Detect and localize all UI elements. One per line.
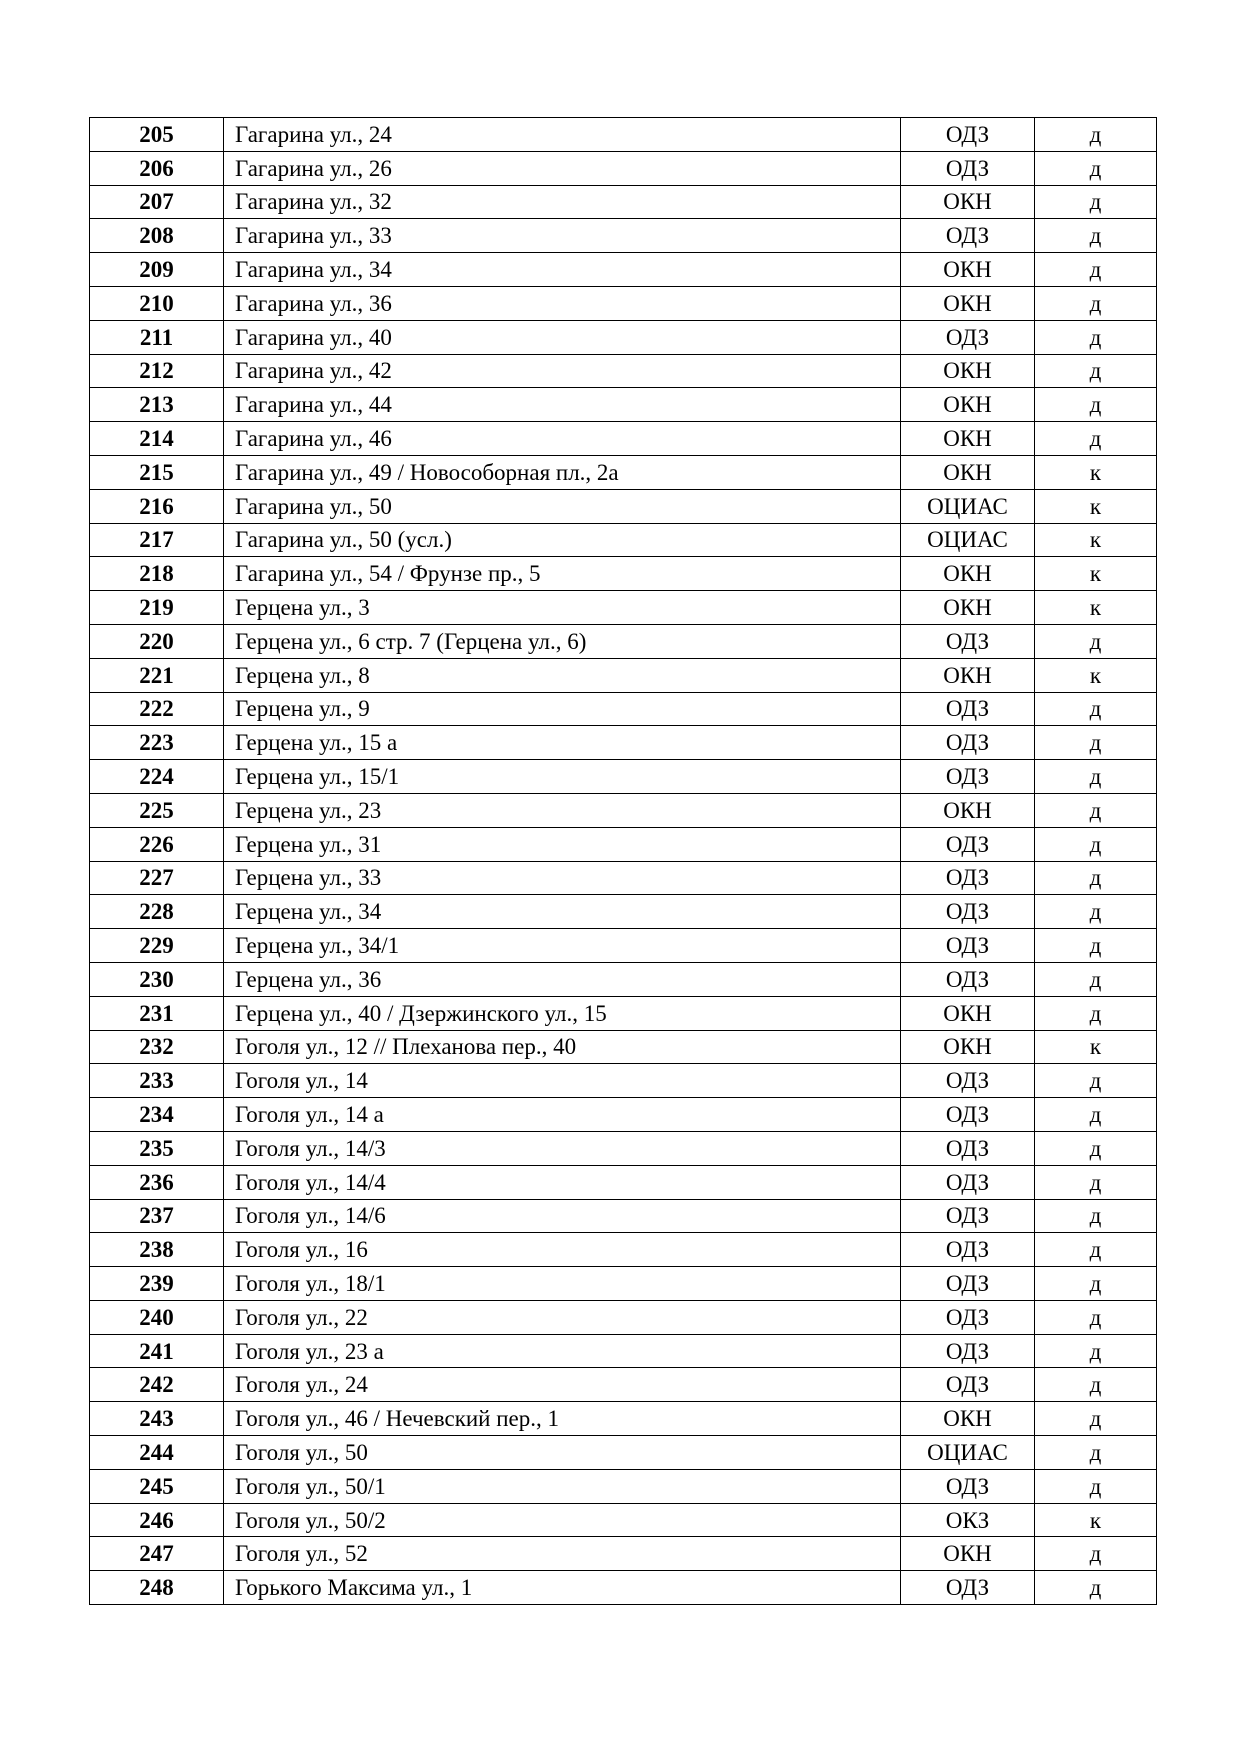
object-type-cell: ОЦИАС (901, 523, 1035, 557)
category-cell: д (1035, 726, 1157, 760)
address-cell: Герцена ул., 31 (224, 827, 901, 861)
object-type-cell: ОДЗ (901, 320, 1035, 354)
object-type-cell: ОКН (901, 422, 1035, 456)
row-number-cell: 229 (90, 929, 224, 963)
row-number-cell: 226 (90, 827, 224, 861)
object-type-cell: ОКН (901, 286, 1035, 320)
object-type-cell: ОДЗ (901, 895, 1035, 929)
table-row (90, 489, 1157, 523)
object-type-cell: ОДЗ (901, 929, 1035, 963)
row-number-cell: 238 (90, 1233, 224, 1267)
address-cell: Гоголя ул., 50 (224, 1436, 901, 1470)
address-cell: Гагарина ул., 26 (224, 151, 901, 185)
address-cell: Гоголя ул., 14 (224, 1064, 901, 1098)
address-cell: Герцена ул., 23 (224, 793, 901, 827)
category-cell: д (1035, 219, 1157, 253)
object-type-cell: ОКН (901, 591, 1035, 625)
object-type-cell: ОДЗ (901, 219, 1035, 253)
row-number-cell: 212 (90, 354, 224, 388)
row-number-cell: 236 (90, 1165, 224, 1199)
row-number-cell: 214 (90, 422, 224, 456)
address-cell: Гагарина ул., 33 (224, 219, 901, 253)
row-number-cell: 217 (90, 523, 224, 557)
object-type-cell: ОКН (901, 388, 1035, 422)
row-number-cell: 224 (90, 760, 224, 794)
object-type-cell: ОДЗ (901, 1334, 1035, 1368)
object-type-cell: ОДЗ (901, 1469, 1035, 1503)
address-cell: Гагарина ул., 24 (224, 118, 901, 152)
row-number-cell: 223 (90, 726, 224, 760)
table-row (90, 1537, 1157, 1571)
address-cell: Гоголя ул., 12 // Плеханова пер., 40 (224, 1030, 901, 1064)
category-cell: д (1035, 1300, 1157, 1334)
row-number-cell: 246 (90, 1503, 224, 1537)
address-cell: Гоголя ул., 14/6 (224, 1199, 901, 1233)
category-cell: д (1035, 929, 1157, 963)
address-cell: Герцена ул., 8 (224, 658, 901, 692)
object-type-cell: ОКН (901, 1030, 1035, 1064)
address-cell: Герцена ул., 34 (224, 895, 901, 929)
table-row (90, 219, 1157, 253)
category-cell: д (1035, 624, 1157, 658)
address-cell: Гоголя ул., 22 (224, 1300, 901, 1334)
object-type-cell: ОДЗ (901, 1165, 1035, 1199)
category-cell: д (1035, 895, 1157, 929)
address-cell: Гагарина ул., 46 (224, 422, 901, 456)
address-cell: Герцена ул., 15/1 (224, 760, 901, 794)
category-cell: д (1035, 1267, 1157, 1301)
objects-table (89, 117, 1157, 1605)
row-number-cell: 220 (90, 624, 224, 658)
row-number-cell: 227 (90, 861, 224, 895)
address-cell: Гагарина ул., 44 (224, 388, 901, 422)
table-row (90, 962, 1157, 996)
address-cell: Гагарина ул., 40 (224, 320, 901, 354)
address-cell: Горького Максима ул., 1 (224, 1571, 901, 1605)
category-cell: д (1035, 1571, 1157, 1605)
address-cell: Гоголя ул., 24 (224, 1368, 901, 1402)
category-cell: д (1035, 1436, 1157, 1470)
row-number-cell: 215 (90, 455, 224, 489)
address-cell: Герцена ул., 15 а (224, 726, 901, 760)
address-cell: Герцена ул., 9 (224, 692, 901, 726)
table-row (90, 523, 1157, 557)
category-cell: д (1035, 962, 1157, 996)
table-row (90, 861, 1157, 895)
category-cell: д (1035, 388, 1157, 422)
table-row (90, 726, 1157, 760)
row-number-cell: 216 (90, 489, 224, 523)
category-cell: д (1035, 760, 1157, 794)
category-cell: д (1035, 253, 1157, 287)
category-cell: к (1035, 1503, 1157, 1537)
table-row (90, 1165, 1157, 1199)
address-cell: Герцена ул., 36 (224, 962, 901, 996)
address-cell: Гоголя ул., 14/3 (224, 1131, 901, 1165)
table-row (90, 1469, 1157, 1503)
category-cell: д (1035, 1368, 1157, 1402)
object-type-cell: ОДЗ (901, 962, 1035, 996)
address-cell: Гоголя ул., 46 / Нечевский пер., 1 (224, 1402, 901, 1436)
address-cell: Гагарина ул., 50 (224, 489, 901, 523)
category-cell: д (1035, 793, 1157, 827)
table-row (90, 1436, 1157, 1470)
category-cell: д (1035, 1165, 1157, 1199)
table-row (90, 151, 1157, 185)
objects-table-body (90, 118, 1157, 1605)
category-cell: д (1035, 1233, 1157, 1267)
object-type-cell: ОДЗ (901, 861, 1035, 895)
row-number-cell: 206 (90, 151, 224, 185)
table-row (90, 455, 1157, 489)
row-number-cell: 228 (90, 895, 224, 929)
table-row (90, 760, 1157, 794)
address-cell: Герцена ул., 33 (224, 861, 901, 895)
object-type-cell: ОКН (901, 455, 1035, 489)
object-type-cell: ОКН (901, 996, 1035, 1030)
address-cell: Герцена ул., 34/1 (224, 929, 901, 963)
object-type-cell: ОДЗ (901, 1267, 1035, 1301)
table-row (90, 1334, 1157, 1368)
category-cell: к (1035, 658, 1157, 692)
address-cell: Гоголя ул., 14/4 (224, 1165, 901, 1199)
category-cell: д (1035, 422, 1157, 456)
table-row (90, 1199, 1157, 1233)
table-row (90, 1300, 1157, 1334)
row-number-cell: 230 (90, 962, 224, 996)
object-type-cell: ОКН (901, 658, 1035, 692)
table-row (90, 253, 1157, 287)
table-row (90, 1064, 1157, 1098)
table-row (90, 658, 1157, 692)
table-row (90, 624, 1157, 658)
address-cell: Гоголя ул., 14 а (224, 1098, 901, 1132)
address-cell: Гоголя ул., 16 (224, 1233, 901, 1267)
object-type-cell: ОДЗ (901, 1571, 1035, 1605)
table-row (90, 827, 1157, 861)
object-type-cell: ОКН (901, 793, 1035, 827)
row-number-cell: 248 (90, 1571, 224, 1605)
category-cell: д (1035, 1469, 1157, 1503)
row-number-cell: 232 (90, 1030, 224, 1064)
table-row (90, 692, 1157, 726)
category-cell: д (1035, 827, 1157, 861)
row-number-cell: 239 (90, 1267, 224, 1301)
address-cell: Гагарина ул., 49 / Новособорная пл., 2а (224, 455, 901, 489)
address-cell: Гагарина ул., 50 (усл.) (224, 523, 901, 557)
object-type-cell: ОДЗ (901, 1368, 1035, 1402)
object-type-cell: ОДЗ (901, 118, 1035, 152)
category-cell: д (1035, 861, 1157, 895)
object-type-cell: ОКН (901, 557, 1035, 591)
category-cell: д (1035, 354, 1157, 388)
table-row (90, 1368, 1157, 1402)
object-type-cell: ОКН (901, 354, 1035, 388)
category-cell: к (1035, 489, 1157, 523)
row-number-cell: 208 (90, 219, 224, 253)
category-cell: д (1035, 996, 1157, 1030)
table-row (90, 557, 1157, 591)
category-cell: д (1035, 1131, 1157, 1165)
object-type-cell: ОДЗ (901, 1300, 1035, 1334)
category-cell: д (1035, 1199, 1157, 1233)
object-type-cell: ОДЗ (901, 692, 1035, 726)
object-type-cell: ОДЗ (901, 151, 1035, 185)
object-type-cell: ОКН (901, 1402, 1035, 1436)
table-row (90, 996, 1157, 1030)
category-cell: д (1035, 1537, 1157, 1571)
table-row (90, 929, 1157, 963)
object-type-cell: ОДЗ (901, 1233, 1035, 1267)
category-cell: к (1035, 1030, 1157, 1064)
row-number-cell: 222 (90, 692, 224, 726)
address-cell: Гоголя ул., 23 а (224, 1334, 901, 1368)
table-row (90, 1503, 1157, 1537)
object-type-cell: ОКН (901, 253, 1035, 287)
row-number-cell: 210 (90, 286, 224, 320)
table-row (90, 1402, 1157, 1436)
category-cell: д (1035, 320, 1157, 354)
row-number-cell: 225 (90, 793, 224, 827)
object-type-cell: ОДЗ (901, 827, 1035, 861)
address-cell: Гагарина ул., 42 (224, 354, 901, 388)
address-cell: Герцена ул., 40 / Дзержинского ул., 15 (224, 996, 901, 1030)
table-row (90, 1098, 1157, 1132)
address-cell: Гоголя ул., 50/2 (224, 1503, 901, 1537)
object-type-cell: ОДЗ (901, 1131, 1035, 1165)
row-number-cell: 233 (90, 1064, 224, 1098)
table-row (90, 185, 1157, 219)
address-cell: Гагарина ул., 54 / Фрунзе пр., 5 (224, 557, 901, 591)
table-row (90, 354, 1157, 388)
category-cell: к (1035, 557, 1157, 591)
table-row (90, 895, 1157, 929)
table-row (90, 1030, 1157, 1064)
row-number-cell: 219 (90, 591, 224, 625)
object-type-cell: ОДЗ (901, 1098, 1035, 1132)
address-cell: Гагарина ул., 36 (224, 286, 901, 320)
category-cell: д (1035, 1098, 1157, 1132)
row-number-cell: 207 (90, 185, 224, 219)
table-row (90, 793, 1157, 827)
row-number-cell: 235 (90, 1131, 224, 1165)
category-cell: д (1035, 118, 1157, 152)
row-number-cell: 218 (90, 557, 224, 591)
object-type-cell: ОДЗ (901, 1064, 1035, 1098)
table-row (90, 286, 1157, 320)
category-cell: д (1035, 692, 1157, 726)
object-type-cell: ОКН (901, 1537, 1035, 1571)
object-type-cell: ОКН (901, 185, 1035, 219)
category-cell: д (1035, 185, 1157, 219)
table-row (90, 1131, 1157, 1165)
object-type-cell: ОЦИАС (901, 489, 1035, 523)
row-number-cell: 221 (90, 658, 224, 692)
row-number-cell: 244 (90, 1436, 224, 1470)
category-cell: д (1035, 151, 1157, 185)
table-row (90, 1267, 1157, 1301)
row-number-cell: 247 (90, 1537, 224, 1571)
row-number-cell: 213 (90, 388, 224, 422)
object-type-cell: ОЦИАС (901, 1436, 1035, 1470)
row-number-cell: 209 (90, 253, 224, 287)
object-type-cell: ОДЗ (901, 760, 1035, 794)
row-number-cell: 245 (90, 1469, 224, 1503)
object-type-cell: ОДЗ (901, 1199, 1035, 1233)
category-cell: д (1035, 1064, 1157, 1098)
row-number-cell: 241 (90, 1334, 224, 1368)
row-number-cell: 234 (90, 1098, 224, 1132)
table-row (90, 1233, 1157, 1267)
table-row (90, 388, 1157, 422)
address-cell: Гагарина ул., 34 (224, 253, 901, 287)
category-cell: д (1035, 286, 1157, 320)
category-cell: к (1035, 455, 1157, 489)
table-row (90, 320, 1157, 354)
address-cell: Гагарина ул., 32 (224, 185, 901, 219)
row-number-cell: 205 (90, 118, 224, 152)
row-number-cell: 231 (90, 996, 224, 1030)
category-cell: к (1035, 591, 1157, 625)
address-cell: Герцена ул., 3 (224, 591, 901, 625)
category-cell: д (1035, 1402, 1157, 1436)
category-cell: д (1035, 1334, 1157, 1368)
table-row (90, 422, 1157, 456)
category-cell: к (1035, 523, 1157, 557)
address-cell: Гоголя ул., 50/1 (224, 1469, 901, 1503)
table-row (90, 1571, 1157, 1605)
row-number-cell: 240 (90, 1300, 224, 1334)
address-cell: Гоголя ул., 52 (224, 1537, 901, 1571)
table-row (90, 591, 1157, 625)
object-type-cell: ОДЗ (901, 726, 1035, 760)
table-row (90, 118, 1157, 152)
address-cell: Гоголя ул., 18/1 (224, 1267, 901, 1301)
object-type-cell: ОДЗ (901, 624, 1035, 658)
address-cell: Герцена ул., 6 стр. 7 (Герцена ул., 6) (224, 624, 901, 658)
row-number-cell: 237 (90, 1199, 224, 1233)
object-type-cell: ОКЗ (901, 1503, 1035, 1537)
row-number-cell: 243 (90, 1402, 224, 1436)
row-number-cell: 211 (90, 320, 224, 354)
row-number-cell: 242 (90, 1368, 224, 1402)
